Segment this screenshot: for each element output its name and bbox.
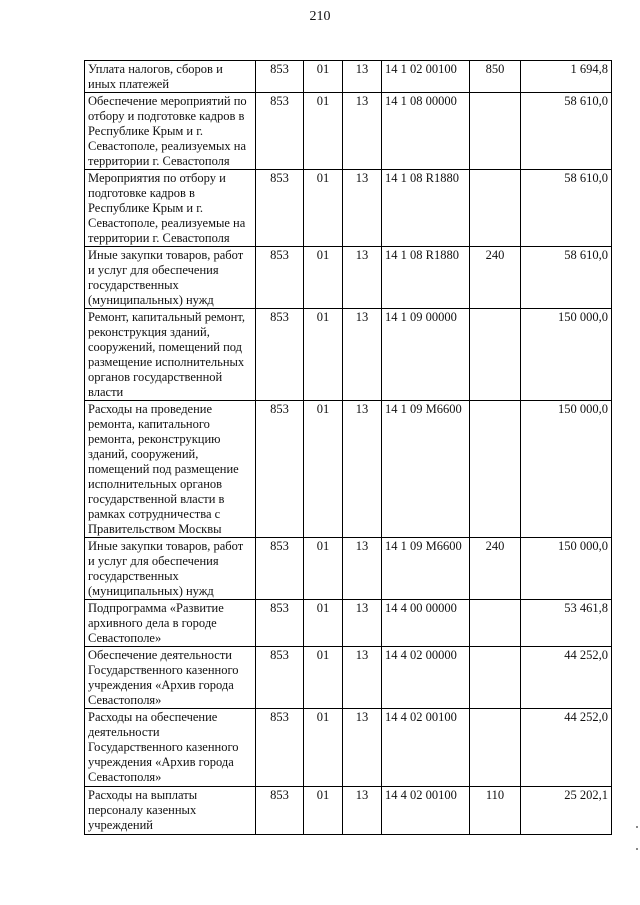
amount: 150 000,0 xyxy=(521,538,612,600)
ministry-code: 853 xyxy=(256,309,304,401)
table-row xyxy=(85,600,612,647)
amount: 58 610,0 xyxy=(521,247,612,309)
table-row xyxy=(85,61,612,93)
amount: 44 252,0 xyxy=(521,647,612,709)
amount: 58 610,0 xyxy=(521,170,612,247)
section-code: 01 xyxy=(304,600,343,647)
subsection-code: 13 xyxy=(343,401,382,538)
subsection-code: 13 xyxy=(343,538,382,600)
scan-speck xyxy=(636,848,638,850)
target-article-code: 14 1 09 00000 xyxy=(382,309,470,401)
table-row xyxy=(85,647,612,709)
target-article-code: 14 1 08 R1880 xyxy=(382,170,470,247)
table-row xyxy=(85,709,612,787)
section-code: 01 xyxy=(304,787,343,835)
target-article-code: 14 1 08 R1880 xyxy=(382,247,470,309)
expense-type-code xyxy=(470,170,521,247)
expense-name: Иные закупки товаров, работ и услуг для обеспечения государственных (муниципальных) нужд xyxy=(85,247,256,309)
expense-name: Расходы на проведение ремонта, капитального ремонта, реконструкцию зданий, сооружений, помещений под размещение исполнительных органов государственной власти в рамках сотрудничества с Правительством Москвы xyxy=(85,401,256,538)
expense-type-code: 110 xyxy=(470,787,521,835)
amount: 53 461,8 xyxy=(521,600,612,647)
ministry-code: 853 xyxy=(256,247,304,309)
target-article-code: 14 1 09 M6600 xyxy=(382,401,470,538)
amount: 150 000,0 xyxy=(521,309,612,401)
table-row xyxy=(85,93,612,170)
expense-name: Ремонт, капитальный ремонт, реконструкция зданий, сооружений, помещений под размещение исполнительных органов государственной власти xyxy=(85,309,256,401)
expense-name: Мероприятия по отбору и подготовке кадров в Республике Крым и г. Севастополе, реализуемые на территории г. Севастополя xyxy=(85,170,256,247)
table-row xyxy=(85,247,612,309)
table-row xyxy=(85,538,612,600)
subsection-code: 13 xyxy=(343,600,382,647)
expense-name: Уплата налогов, сборов и иных платежей xyxy=(85,61,256,93)
amount: 44 252,0 xyxy=(521,709,612,787)
ministry-code: 853 xyxy=(256,93,304,170)
subsection-code: 13 xyxy=(343,647,382,709)
target-article-code: 14 1 09 M6600 xyxy=(382,538,470,600)
page-number: 210 xyxy=(309,9,331,24)
expense-type-code xyxy=(470,647,521,709)
subsection-code: 13 xyxy=(343,787,382,835)
expense-name: Подпрограмма «Развитие архивного дела в городе Севастополе» xyxy=(85,600,256,647)
amount: 1 694,8 xyxy=(521,61,612,93)
table-row xyxy=(85,309,612,401)
expense-type-code xyxy=(470,709,521,787)
table-row xyxy=(85,787,612,835)
ministry-code: 853 xyxy=(256,709,304,787)
expense-name: Обеспечение деятельности Государственного казенного учреждения «Архив города Севастополя» xyxy=(85,647,256,709)
ministry-code: 853 xyxy=(256,647,304,709)
subsection-code: 13 xyxy=(343,93,382,170)
ministry-code: 853 xyxy=(256,600,304,647)
target-article-code: 14 1 08 00000 xyxy=(382,93,470,170)
target-article-code: 14 4 00 00000 xyxy=(382,600,470,647)
budget-table xyxy=(84,60,612,835)
expense-name: Иные закупки товаров, работ и услуг для обеспечения государственных (муниципальных) нужд xyxy=(85,538,256,600)
expense-type-code xyxy=(470,93,521,170)
subsection-code: 13 xyxy=(343,247,382,309)
expense-name: Расходы на выплаты персоналу казенных учреждений xyxy=(85,787,256,835)
target-article-code: 14 4 02 00000 xyxy=(382,647,470,709)
expense-type-code: 240 xyxy=(470,247,521,309)
ministry-code: 853 xyxy=(256,401,304,538)
scan-speck xyxy=(636,826,638,828)
ministry-code: 853 xyxy=(256,787,304,835)
subsection-code: 13 xyxy=(343,309,382,401)
amount: 25 202,1 xyxy=(521,787,612,835)
section-code: 01 xyxy=(304,709,343,787)
subsection-code: 13 xyxy=(343,61,382,93)
ministry-code: 853 xyxy=(256,61,304,93)
expense-name: Расходы на обеспечение деятельности Государственного казенного учреждения «Архив города Севастополя» xyxy=(85,709,256,787)
amount: 58 610,0 xyxy=(521,93,612,170)
expense-type-code xyxy=(470,401,521,538)
table-row xyxy=(85,401,612,538)
target-article-code: 14 1 02 00100 xyxy=(382,61,470,93)
expense-name: Обеспечение мероприятий по отбору и подготовке кадров в Республике Крым и г. Севастополе, реализуемых на территории г. Севастополя xyxy=(85,93,256,170)
target-article-code: 14 4 02 00100 xyxy=(382,709,470,787)
section-code: 01 xyxy=(304,647,343,709)
section-code: 01 xyxy=(304,170,343,247)
table-row xyxy=(85,170,612,247)
expense-type-code: 850 xyxy=(470,61,521,93)
expense-type-code xyxy=(470,309,521,401)
section-code: 01 xyxy=(304,309,343,401)
expense-type-code: 240 xyxy=(470,538,521,600)
section-code: 01 xyxy=(304,93,343,170)
subsection-code: 13 xyxy=(343,709,382,787)
subsection-code: 13 xyxy=(343,170,382,247)
ministry-code: 853 xyxy=(256,538,304,600)
section-code: 01 xyxy=(304,61,343,93)
target-article-code: 14 4 02 00100 xyxy=(382,787,470,835)
section-code: 01 xyxy=(304,401,343,538)
section-code: 01 xyxy=(304,538,343,600)
ministry-code: 853 xyxy=(256,170,304,247)
amount: 150 000,0 xyxy=(521,401,612,538)
expense-type-code xyxy=(470,600,521,647)
section-code: 01 xyxy=(304,247,343,309)
